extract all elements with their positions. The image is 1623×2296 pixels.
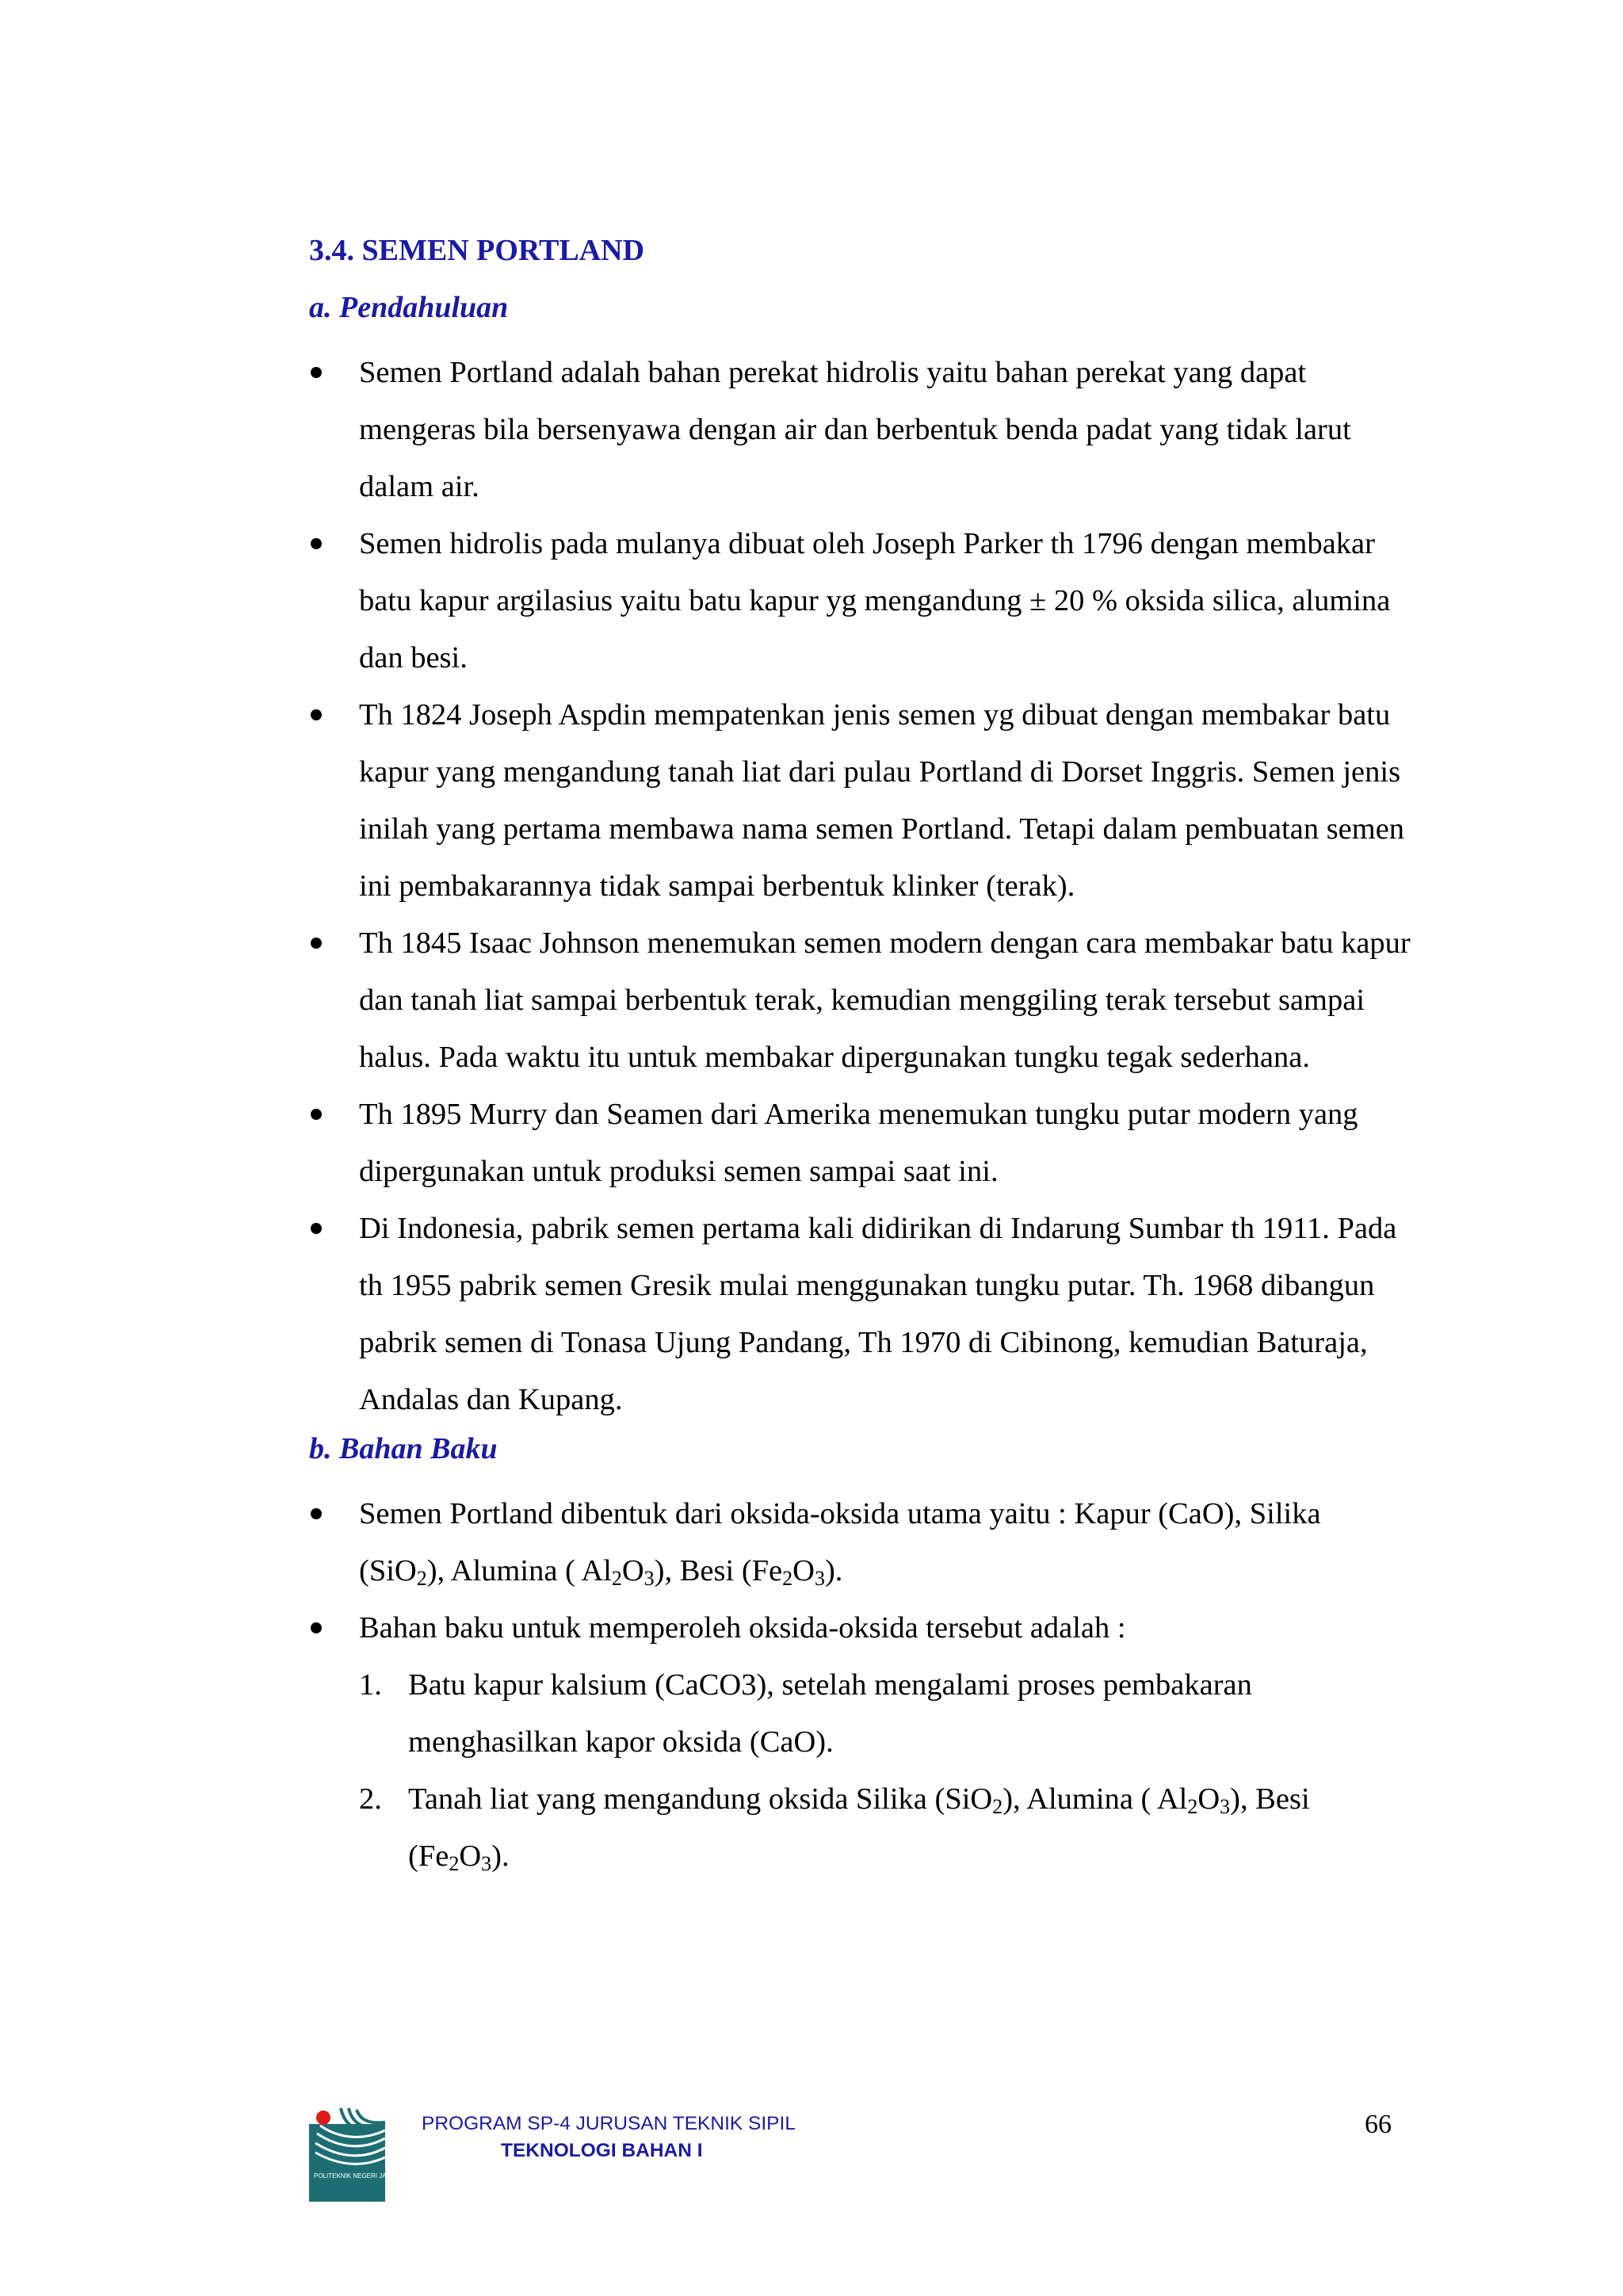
list-item	[309, 1200, 1411, 1428]
list-item-text: Semen Portland adalah bahan perekat hidrolis yaitu bahan perekat yang dapat mengeras bila bersenyawa dengan air dan berbentuk benda padat yang tidak larut dalam air.	[359, 356, 1351, 503]
polytechnic-logo-icon	[309, 2108, 407, 2202]
section-title: 3.4. SEMEN PORTLAND	[309, 234, 645, 267]
list-item	[309, 515, 1411, 686]
list-item-text: Semen hidrolis pada mulanya dibuat oleh Joseph Parker th 1796 dengan membakar batu kapur argilasius yaitu batu kapur yg mengandung ± 20 % oksida silica, alumina dan besi.	[359, 527, 1391, 674]
list-item	[309, 915, 1411, 1086]
bullet-icon	[311, 1508, 322, 1519]
list-item	[309, 1086, 1411, 1200]
list-item-text: Di Indonesia, pabrik semen pertama kali didirikan di Indarung Sumbar th 1911. Pada th 1955 pabrik semen Gresik mulai menggunakan tungku putar. Th. 1968 dibangun pabrik semen di Tonasa Ujung Pandang, Th 1970 di Cibinong, kemudian Baturaja, Andalas dan Kupang.	[359, 1212, 1397, 1416]
raw-materials-heading: b. Bahan Baku	[309, 1432, 498, 1465]
raw-materials-bullet-list	[309, 1485, 1411, 1885]
page-number: 66	[1365, 2110, 1392, 2139]
list-item	[309, 1599, 1411, 1885]
list-item	[309, 344, 1411, 515]
svg-text:POLITEKNIK NEGERI JAKARTA: POLITEKNIK NEGERI JAKARTA	[314, 2172, 407, 2179]
bullet-icon	[311, 1109, 322, 1120]
list-item-text: Th 1845 Isaac Johnson menemukan semen modern dengan cara membakar batu kapur dan tanah liat sampai berbentuk terak, kemudian menggiling terak tersebut sampai halus. Pada waktu itu untuk membakar dipergunakan tungku tegak sederhana.	[359, 926, 1411, 1074]
numbered-item-text: Tanah liat yang mengandung oksida Silika (SiO$_2$), Alumina ( $Al_2O_3$), Besi $(Fe_2O_3)$.	[408, 1782, 1310, 1875]
list-item-text: Bahan baku untuk memperoleh oksida-oksida tersebut adalah :	[359, 1611, 1126, 1645]
numbered-item	[359, 1771, 1411, 1885]
bullet-icon	[311, 1223, 322, 1234]
page-content	[309, 230, 1411, 1885]
numbered-item	[359, 1656, 1411, 1771]
bullet-icon	[311, 709, 322, 720]
item-number: 2.	[359, 1782, 382, 1816]
bullet-icon	[311, 538, 322, 549]
bullet-icon	[311, 1622, 322, 1633]
footer-program: PROGRAM SP-4 JURUSAN TEKNIK SIPIL	[422, 2113, 796, 2134]
numbered-list	[359, 1656, 1411, 1885]
list-item-text: Semen Portland dibentuk dari oksida-oksida utama yaitu : Kapur (CaO), Silika (SiO$_2$), Alumina ( $Al_2O_3$), Besi $(Fe_2O_3)$.	[359, 1497, 1321, 1590]
list-item	[309, 686, 1411, 915]
list-item-text: Th 1895 Murry dan Seamen dari Amerika menemukan tungku putar modern yang dipergunakan untuk produksi semen sampai saat ini.	[359, 1098, 1358, 1188]
list-item-text: Th 1824 Joseph Aspdin mempatenkan jenis semen yg dibuat dengan membakar batu kapur yang mengandung tanah liat dari pulau Portland di Dorset Inggris. Semen jenis inilah yang pertama membawa nama semen Portland. Tetapi dalam pembuatan semen ini pembakarannya tidak sampai berbentuk klinker (terak).	[359, 698, 1405, 903]
footer-course: TEKNOLOGI BAHAN I	[501, 2140, 703, 2161]
item-number: 1.	[359, 1668, 382, 1702]
bullet-icon	[311, 367, 322, 378]
bullet-icon	[311, 938, 322, 949]
page-footer	[309, 2108, 1411, 2203]
numbered-item-text: Batu kapur kalsium (CaCO3), setelah mengalami proses pembakaran menghasilkan kapor oksida (CaO).	[408, 1668, 1252, 1759]
intro-bullet-list	[309, 344, 1411, 1428]
intro-heading: a. Pendahuluan	[309, 291, 509, 324]
list-item	[309, 1485, 1411, 1599]
